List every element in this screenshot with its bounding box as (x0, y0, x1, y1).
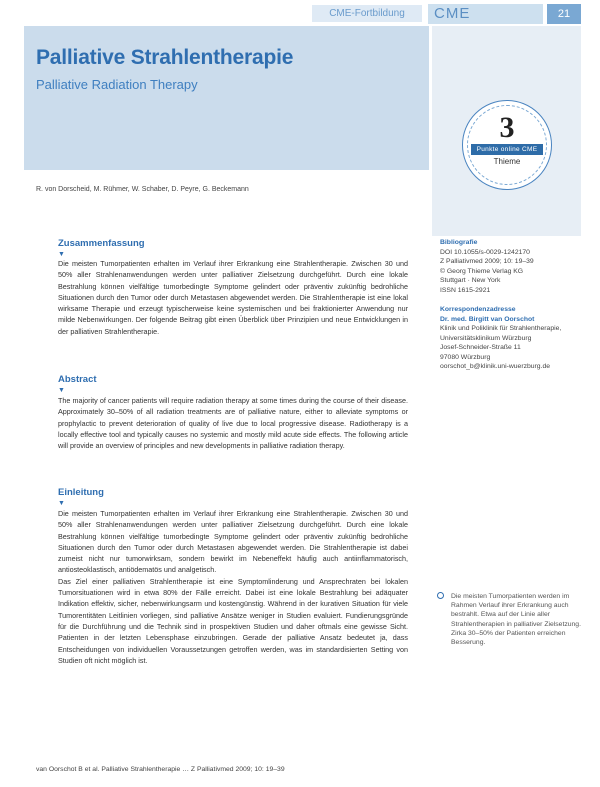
bibliography-text: DOI 10.1055/s-0029-1242170 Z Palliativmed 2009; 10: 19–39 © Georg Thieme Verlag KG Stuttgart · New York ISSN 1615-2921 (440, 248, 534, 294)
heading-abstract: Abstract (58, 374, 97, 385)
bullet-circle-icon (437, 592, 444, 599)
arrow-down-icon: ▼ (58, 500, 65, 507)
section-label: CME-Fortbildung (312, 5, 422, 22)
correspondence-label: Korrespondenzadresse (440, 306, 516, 313)
cme-label: CME (428, 4, 543, 24)
margin-note-text: Die meisten Tumorpatienten werden im Rahmen Verlauf ihrer Erkrankung auch bestrahlt. Etwa auf der Linie aller Strahlentherapien in palliativer Zielsetzung. Zirka 30–50% der Patienten erreichen Besserung. (451, 593, 581, 647)
abstract-text: The majority of cancer patients will require radiation therapy at some times during the course of their disease. Approximately 30–50% of all radiation treatments are of palliative nature, either to alleviate symptoms or prophylactic to prevent deterioration of quality of live due to local progressive disease. Radiotherapy is a locally effective tool and typically causes no systemic and mostly mild acute side effects. The following article will provide an overview of principles and new developments in palliative radiation therapy. (58, 396, 408, 451)
header-bar (0, 0, 600, 26)
introduction-text: Die meisten Tumorpatienten erhalten im Verlauf ihrer Erkrankung eine Strahlentherapie. Zwischen 30 und 50% aller Strahlenanwendungen werden unter palliativer Zielsetzung durchgeführt. Durch eine lokale Bestrahlung können vielfältige tumorbedingte Symptome gelindert oder präventiv zukünftig bedrohliche Situationen durch den Tumor oder durch Metastasen abgewendet werden. Die Strahlentherapie ist dabei zumeist nicht nur tumorwirksam, sondern bewirkt im Nebeneffekt häufig auch antiinflammatorisch, antiosteoklastisch, antiödematös und analgetisch. Das Ziel einer palliativen Strahlentherapie ist eine Symptomlinderung und Ansprechraten bei lokalen Tumorsituationen wird in etwa 80% der Fälle erreicht. Dabei ist eine lokale Bestrahlung bei adäquater Indikation effektiv, sicher, nebenwirkungsarm und kostengünstig. Während in der kurativen Situation für viele Tumorentitäten Leitlinien vorliegen, sind palliative Ansätze weniger in Studien evaluiert. Fundierungsgründe für die Durchführung und die Technik sind in prospektiven Studien und daher oftmals eine gewisse Sicht. Patienten in der letzten Lebensphase einzubringen. Gerade der palliative Ansatz bedeutet ja, dass Entscheidungen von individuellen Voraussetzungen getroffen werden, was im standardisierten Setting von Studien oft nicht möglich ist. (58, 509, 408, 665)
correspondence-name: Dr. med. Birgitt van Oorschot (440, 315, 535, 323)
page-number: 21 (547, 4, 581, 24)
badge-band: Punkte online CME (471, 144, 543, 155)
correspondence-box (440, 305, 580, 372)
author-list: R. von Dorscheid, M. Rühmer, W. Schaber, D. Peyre, G. Beckemann (36, 186, 249, 193)
article-subtitle: Palliative Radiation Therapy (36, 77, 198, 92)
correspondence-text: Klinik und Poliklinik für Strahlentherapie, Universitätsklinikum Würzburg Josef-Schneider-Straße 11 97080 Würzburg oorschot_b@klinik.uni-wuerzburg.de (440, 325, 562, 370)
summary-text: Die meisten Tumorpatienten erhalten im Verlauf ihrer Erkrankung eine Strahlentherapie. Zwischen 30 und 50% aller Strahlenanwendungen werden unter palliativer Zielsetzung durchgeführt. Durch eine lokale Bestrahlung können vielfältige tumorbedingte Symptome gelindert oder präventiv zukünftig bedrohliche Situationen durch den Tumor oder durch Metastasen abgewendet werden. Die Strahlentherapie ist eine lokal wirksame Therapie und erzeugt typischerweise keine systemischen und bei fraktionierter Anwendung nur milde Nebenwirkungen. Der folgende Beitrag gibt einen Überblick über Prinzipien und neue Entwicklungen in der palliativen Strahlentherapie. (58, 259, 408, 336)
badge-brand: Thieme (493, 157, 521, 166)
page-footer: van Oorschot B et al. Palliative Strahlentherapie … Z Palliativmed 2009; 10: 19–39 (36, 766, 285, 773)
arrow-down-icon: ▼ (58, 387, 65, 394)
heading-introduction: Einleitung (58, 487, 104, 498)
article-title: Palliative Strahlentherapie (36, 46, 294, 69)
heading-summary: Zusammenfassung (58, 238, 145, 249)
arrow-down-icon: ▼ (58, 251, 65, 258)
bibliography-label: Bibliografie (440, 239, 478, 246)
badge-points: 3 (499, 111, 515, 144)
cme-points-badge-icon (462, 100, 552, 190)
bibliography-box (440, 238, 580, 295)
